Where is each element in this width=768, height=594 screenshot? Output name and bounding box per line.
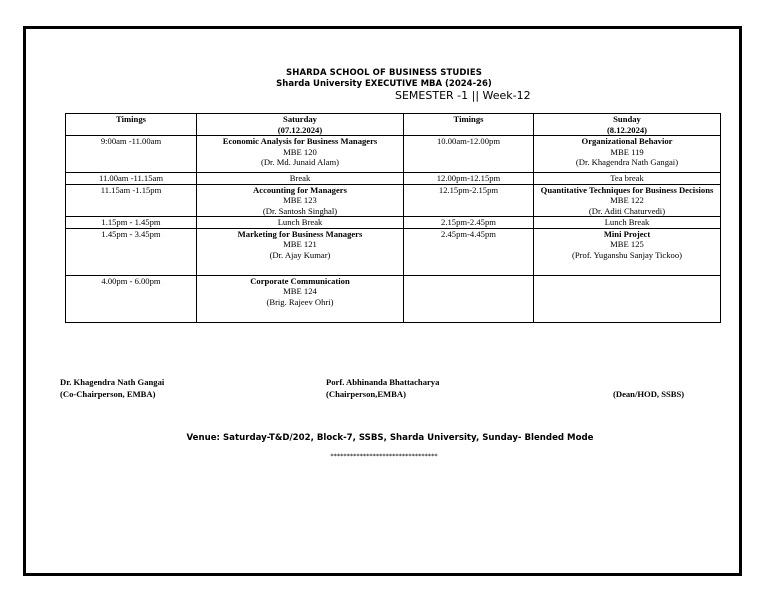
table-row (66, 136, 721, 173)
program-title: Sharda University EXECUTIVE MBA (2024-26) (276, 79, 492, 89)
sun-time: 2.45pm-4.45pm (404, 228, 534, 275)
table-row (66, 275, 721, 322)
course-code: MBE 123 (283, 195, 317, 205)
faculty: (Dr. Santosh Singhal) (262, 205, 338, 216)
sun-time-empty (404, 275, 534, 322)
course-name: Mini Project (603, 228, 651, 239)
sun-time: 10.00am-12.00pm (404, 136, 534, 173)
course-code: MBE 125 (610, 239, 644, 249)
course-code: MBE 121 (283, 239, 317, 249)
signatory-left (60, 376, 164, 400)
sun-time: 12.15pm-2.15pm (404, 184, 534, 217)
signatory-left-role: (Co-Chairperson, EMBA) (60, 389, 156, 399)
sun-break: Tea break (534, 173, 721, 185)
sat-session (197, 136, 404, 173)
faculty: (Prof. Yuganshu Sanjay Tickoo) (572, 249, 682, 260)
course-name: Accounting for Managers (253, 184, 347, 195)
faculty: (Brig. Rajeev Ohri) (266, 296, 334, 307)
sat-time: 1.45pm - 3.45pm (66, 228, 197, 275)
signatory-right-role: (Dean/HOD, SSBS) (613, 389, 685, 399)
stars-divider: ********************************* (330, 452, 438, 460)
header-saturday: Saturday (07.12.2024) (197, 114, 404, 136)
faculty: (Dr. Aditi Chaturvedi) (588, 205, 666, 216)
table-row (66, 217, 721, 229)
school-title: SHARDA SCHOOL OF BUSINESS STUDIES (286, 68, 482, 78)
course-code: MBE 124 (283, 286, 317, 296)
header-sunday: Sunday (8.12.2024) (534, 114, 721, 136)
sat-break: Break (197, 173, 404, 185)
header-timings-sunday: Timings (404, 114, 534, 136)
sat-time: 11.15am -1.15pm (66, 184, 197, 217)
table-row (66, 184, 721, 217)
sat-time: 9:00am -11.00am (66, 136, 197, 173)
sat-time: 4.00pm - 6.00pm (66, 275, 197, 322)
faculty: (Dr. Md. Junaid Alam) (260, 157, 340, 167)
sun-break: Lunch Break (534, 217, 721, 229)
table-header-row (66, 114, 721, 136)
sat-session (197, 275, 404, 322)
venue-note: Venue: Saturday-T&D/202, Block-7, SSBS, Sharda University, Sunday- Blended Mode (186, 433, 594, 443)
course-name: Organizational Behavior (581, 136, 673, 146)
course-name: Quantitative Techniques for Business Decisions (540, 184, 714, 195)
table-row (66, 228, 721, 275)
sun-time: 12.00pm-12.15pm (404, 173, 534, 185)
sat-session (197, 228, 404, 275)
signatory-center (326, 376, 439, 400)
course-code: MBE 119 (610, 146, 644, 157)
signatory-center-role: (Chairperson,EMBA) (326, 389, 406, 399)
semester-week: SEMESTER -1 || Week-12 (395, 89, 531, 102)
schedule-table (65, 113, 721, 323)
sat-session (197, 184, 404, 217)
course-code: MBE 120 (283, 146, 317, 157)
course-name: Economic Analysis for Business Managers (222, 136, 378, 146)
faculty: (Dr. Khagendra Nath Gangai) (575, 157, 679, 167)
sun-time: 2.15pm-2.45pm (404, 217, 534, 229)
signatory-left-name: Dr. Khagendra Nath Gangai (60, 377, 165, 387)
sun-session (534, 228, 721, 275)
signatory-center-name: Porf. Abhinanda Bhattacharya (326, 377, 440, 387)
sun-session (534, 184, 721, 217)
sun-session (534, 136, 721, 173)
header-timings-saturday: Timings (66, 114, 197, 136)
course-code: MBE 122 (610, 195, 644, 205)
course-name: Marketing for Business Managers (237, 228, 363, 239)
sat-time: 11.00am -11.15am (66, 173, 197, 185)
sat-time: 1.15pm - 1.45pm (66, 217, 197, 229)
table-row (66, 173, 721, 185)
signatory-right (613, 388, 684, 400)
sat-break: Lunch Break (197, 217, 404, 229)
course-name: Corporate Communication (250, 275, 350, 286)
sun-session-empty (534, 275, 721, 322)
faculty: (Dr. Ajay Kumar) (269, 249, 331, 260)
